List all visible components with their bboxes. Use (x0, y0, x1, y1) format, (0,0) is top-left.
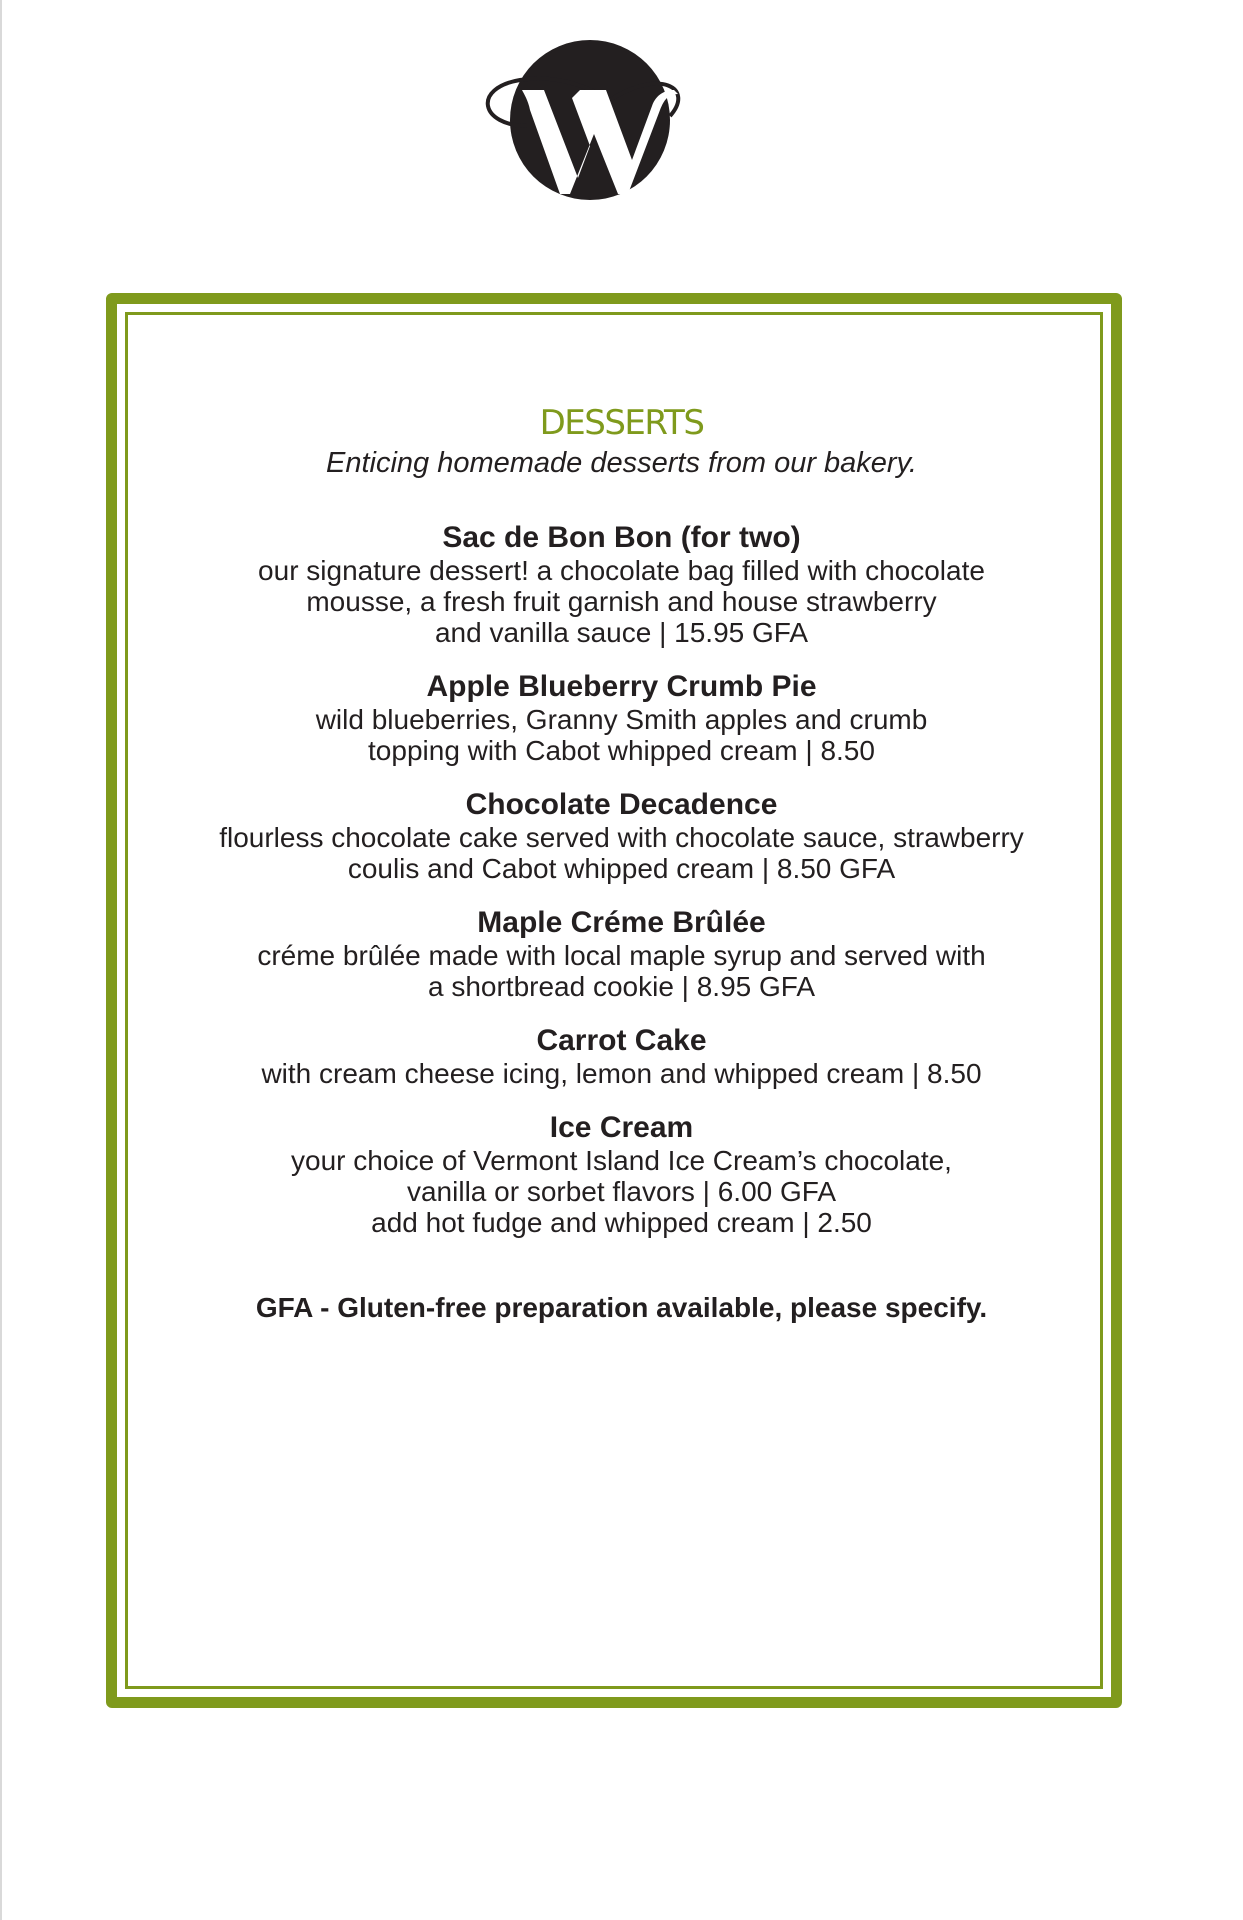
item-description (120, 704, 1123, 766)
page-edge-rule (0, 0, 2, 1920)
w-logo-icon (460, 28, 708, 208)
dessert-list (120, 521, 1123, 1260)
item-name: Apple Blueberry Crumb Pie (426, 670, 817, 703)
description-line: your choice of Vermont Island Ice Cream’s chocolate, (291, 1145, 952, 1176)
section-title: DESSERTS (539, 403, 704, 443)
menu-item (120, 1111, 1123, 1238)
menu-item (120, 906, 1123, 1002)
item-name: Ice Cream (549, 1111, 694, 1144)
item-description (120, 1058, 1123, 1089)
description-line: coulis and Cabot whipped cream | 8.50 GFA (347, 853, 896, 884)
description-line: and vanilla sauce | 15.95 GFA (434, 617, 809, 648)
description-line: with cream cheese icing, lemon and whipped cream | 8.50 (261, 1058, 982, 1089)
menu-item (120, 1024, 1123, 1089)
description-line: wild blueberries, Granny Smith apples and crumb (315, 704, 928, 735)
item-name: Chocolate Decadence (465, 788, 778, 821)
item-description (120, 940, 1123, 1002)
menu-item (120, 521, 1123, 648)
description-line: topping with Cabot whipped cream | 8.50 (368, 735, 875, 766)
item-name: Sac de Bon Bon (for two) (442, 521, 801, 554)
gluten-free-footnote: GFA - Gluten-free preparation available, please specify. (255, 1292, 988, 1323)
description-line: flourless chocolate cake served with chocolate sauce, strawberry (219, 822, 1024, 853)
item-description (120, 555, 1123, 648)
menu-item (120, 788, 1123, 884)
description-line: vanilla or sorbet flavors | 6.00 GFA (406, 1176, 837, 1207)
description-line: our signature dessert! a chocolate bag filled with chocolate (258, 555, 985, 586)
description-line: créme brûlée made with local maple syrup and served with (257, 940, 986, 971)
menu-item (120, 670, 1123, 766)
section-subtitle: Enticing homemade desserts from our bakery. (325, 447, 917, 479)
item-description (120, 822, 1123, 884)
item-name: Maple Créme Brûlée (477, 906, 766, 939)
item-name: Carrot Cake (536, 1024, 707, 1057)
description-line: add hot fudge and whipped cream | 2.50 (371, 1207, 872, 1238)
item-description (120, 1145, 1123, 1238)
description-line: a shortbread cookie | 8.95 GFA (427, 971, 816, 1002)
description-line: mousse, a fresh fruit garnish and house strawberry (306, 586, 937, 617)
